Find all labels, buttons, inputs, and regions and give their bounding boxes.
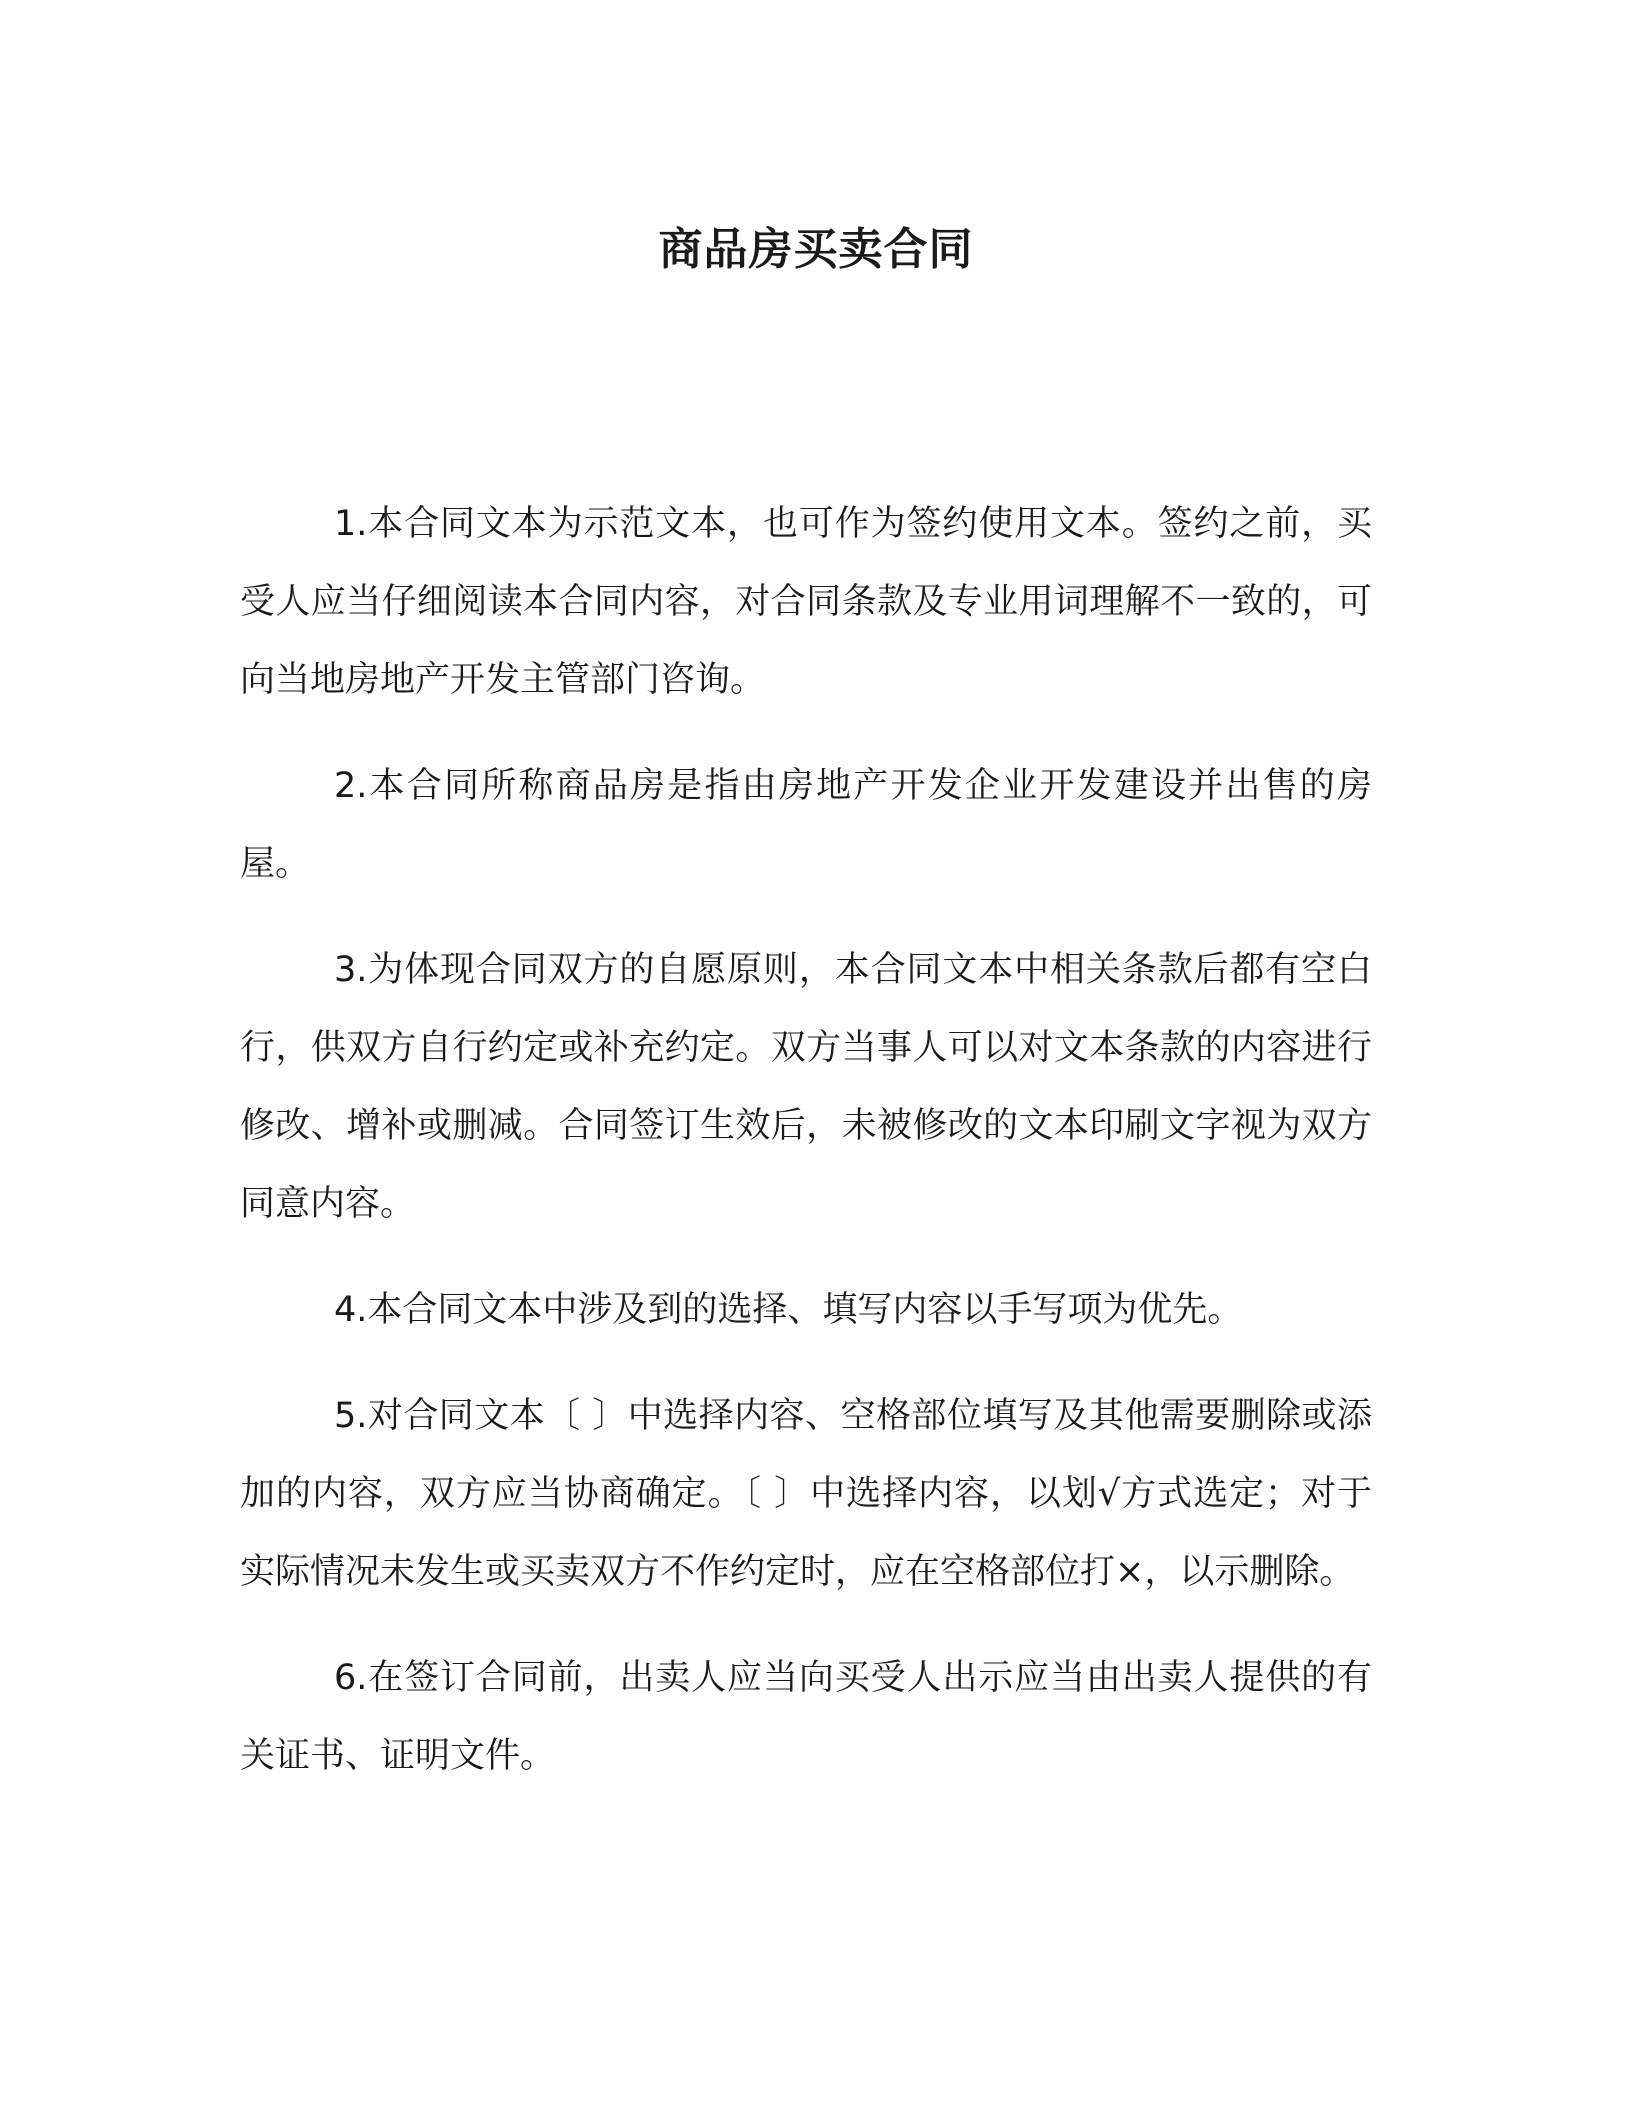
paragraph-5: 5.对合同文本〔 〕中选择内容、空格部位填写及其他需要删除或添加的内容，双方应当协商确定。〔 〕中选择内容，以划√方式选定；对于实际情况未发生或买卖双方不作约定时，应在空格部位打×，以示删除。 — [240, 1396, 1372, 1592]
paragraph-6: 6.在签订合同前，出卖人应当向买受人出示应当由出卖人提供的有关证书、证明文件。 — [240, 1658, 1372, 1776]
paragraph-1: 1.本合同文本为示范文本，也可作为签约使用文本。签约之前，买受人应当仔细阅读本合同内容，对合同条款及专业用词理解不一致的，可向当地房地产开发主管部门咨询。 — [240, 504, 1372, 700]
paragraph-2: 2.本合同所称商品房是指由房地产开发企业开发建设并出售的房屋。 — [240, 766, 1372, 884]
document-title: 商品房买卖合同 — [658, 224, 974, 275]
paragraph-4: 4.本合同文本中涉及到的选择、填写内容以手写项为优先。 — [334, 1290, 1243, 1330]
paragraph-3: 3.为体现合同双方的自愿原则，本合同文本中相关条款后都有空白行，供双方自行约定或补充约定。双方当事人可以对文本条款的内容进行修改、增补或删减。合同签订生效后，未被修改的文本印刷文字视为双方同意内容。 — [240, 950, 1372, 1224]
document-body — [240, 485, 1372, 1823]
